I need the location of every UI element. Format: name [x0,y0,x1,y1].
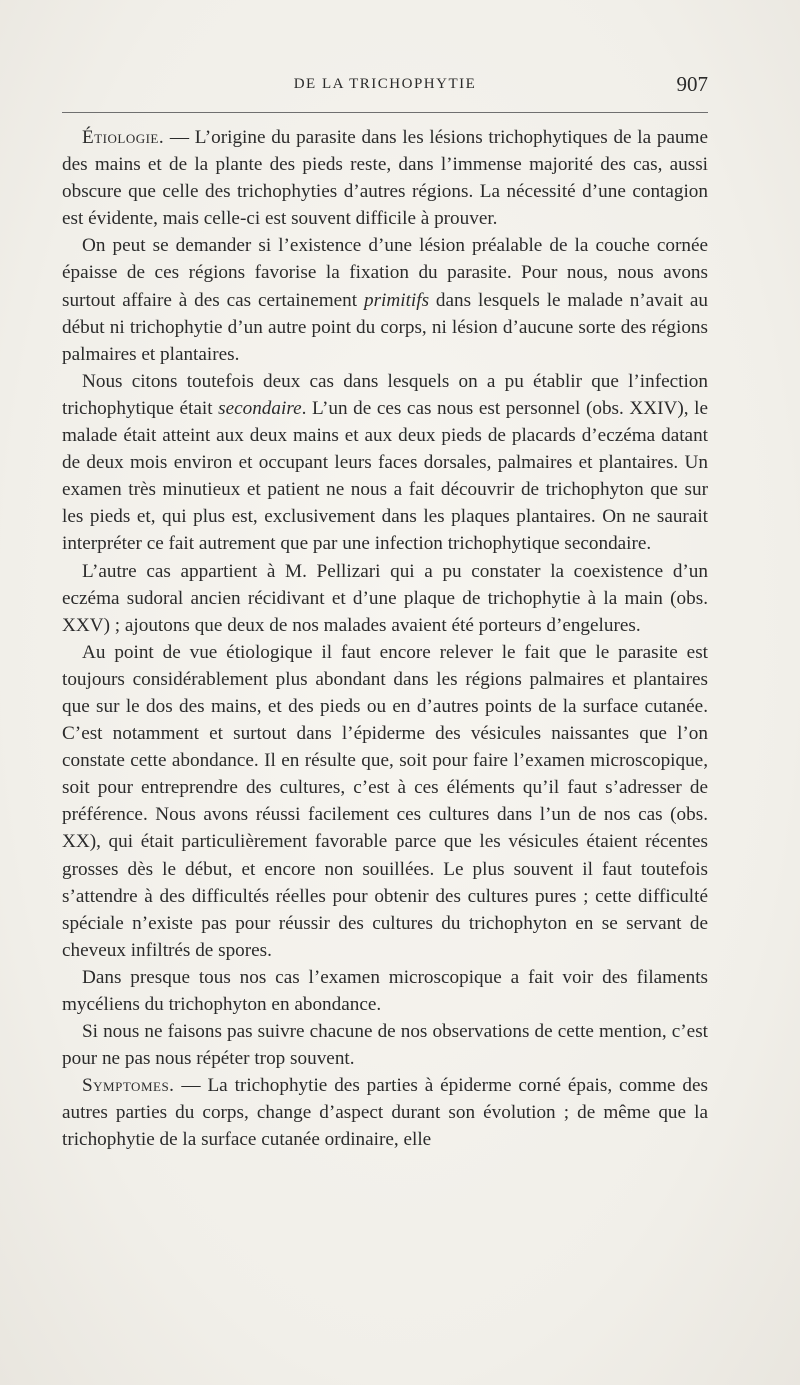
running-head [62,72,708,102]
emphasis-primitifs: primitifs [364,289,430,311]
paragraph: L’autre cas appartient à M. Pellizari qui a pu constater la coexistence d’un eczéma sudoral ancien récidivant et d’une plaque de trichophytie à la main (obs. XXV) ; ajoutons que deux de nos malades avaient été porteurs d’engelures. [62,560,708,636]
body-text [62,124,708,1154]
header-rule [62,112,708,113]
section-lead-etiologie: Étiologie. [82,127,165,148]
paragraph-text: — La trichophytie des parties à épiderme corné épais, comme des autres parties du corps, change d’aspect durant son évolution ; de même que la trichophytie de la surface cutanée ordinaire, elle [62,1075,708,1151]
paragraph [62,368,708,558]
paragraph-text: — L’origine du parasite dans les lésions trichophytiques de la paume des mains et de la plante des pieds reste, dans l’immense majorité des cas, aussi obscure que celle des trichophyties d’autres régions. La nécessité d’une contagion est évidente, mais celle-ci est souvent difficile à prouver. [62,127,708,230]
paragraph-etiologie [62,124,708,232]
paragraph: Dans presque tous nos cas l’examen microscopique a fait voir des filaments mycéliens du trichophyton en abondance. [62,966,708,1015]
emphasis-secondaire: secondaire [218,397,302,419]
page-number: 907 [676,72,708,96]
paragraph-text: On peut se demander si l’existence d’une lésion préalable de la couche cornée épaisse de ces régions favorise la fixation du parasite. Pour nous, nous avons surtout affaire à des cas certainement [62,235,708,311]
paragraph: Si nous ne faisons pas suivre chacune de nos observations de cette mention, c’est pour ne pas nous répéter trop souvent. [62,1021,708,1070]
running-title: DE LA TRICHOPHYTIE [293,76,477,92]
paragraph [62,232,708,367]
paragraph-text: dans lesquels le malade n’avait au début ni trichophytie d’un autre point du corps, ni lésion d’aucune sorte des régions palmaires et plantaires. [62,289,708,365]
paragraph-symptomes [62,1072,708,1153]
section-lead-symptomes: Symptomes. [82,1075,175,1097]
paragraph-text: Nous citons toutefois deux cas dans lesquels on a pu établir que l’infection trichophytique était [62,370,708,419]
paragraph-text: . L’un de ces cas nous est personnel (obs. XXIV), le malade était atteint aux deux mains et aux deux pieds de placards d’eczéma datant de deux mois environ et occupant leurs faces dorsales, palmaires et plantaires. Un examen très minutieux et patient ne nous a fait découvrir de trichophyton que sur les pieds et, qui plus est, exclusivement dans les plaques plantaires. On ne saurait interpréter ce fait autrement que par une infection trichophytique secondaire. [62,397,708,555]
paragraph: Au point de vue étiologique il faut encore relever le fait que le parasite est toujours considérablement plus abondant dans les régions palmaires et plantaires que sur le dos des mains, et des pieds ou en d’autres points de la surface cutanée. C’est notamment et surtout dans l’épiderme des vésicules naissantes que l’on constate cette abondance. Il en résulte que, soit pour faire l’examen microscopique, soit pour entreprendre des cultures, c’est à ces éléments qu’il faut s’adresser de préférence. Nous avons réussi facilement ces cultures dans l’un de nos cas (obs. XX), qui était particulièrement favorable parce que les vésicules étaient récentes grosses dès le début, et encore non souillées. Le plus souvent il faut toutefois s’attendre à des difficultés réelles pour obtenir des cultures pures ; cette difficulté spéciale n’existe pas pour réussir des cultures du trichophyton en se servant de cheveux infiltrés de spores. [62,641,708,961]
